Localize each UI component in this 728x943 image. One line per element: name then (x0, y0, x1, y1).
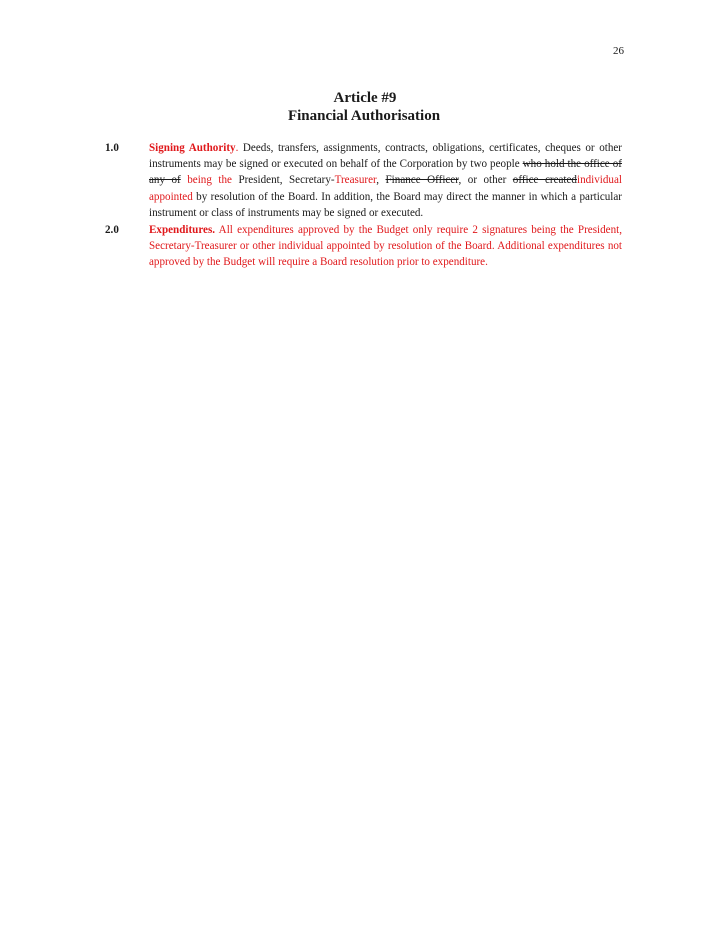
deleted-text: who hold the office of any of (149, 158, 622, 187)
text-run: Deeds, transfers, assignments, contracts, obligations, certificates, cheques or other instruments may be signed or executed on behalf of the Corporation by two people (149, 142, 622, 171)
section-number: 2.0 (105, 224, 119, 236)
text-run: by resolution of the Board. In addition, the Board may direct the manner in which a particular instrument or class of instruments may be signed or executed. (149, 190, 622, 219)
text-run: , or other (458, 174, 513, 187)
section-body (149, 222, 622, 271)
section-signing-authority (105, 140, 622, 221)
deleted-text: office created (512, 174, 577, 187)
article-title: Article #9 (333, 90, 397, 106)
page-number: 26 (613, 45, 624, 57)
section-body (149, 140, 622, 221)
section-heading: Expenditures. (149, 224, 216, 236)
section-number: 1.0 (105, 142, 119, 154)
inserted-text: being the (187, 174, 232, 187)
text-run: , (376, 174, 386, 187)
inserted-text: individual appointed (149, 174, 622, 203)
article-header (0, 89, 728, 125)
article-subtitle: Financial Authorisation (287, 108, 441, 124)
section-heading: Signing Authority (149, 142, 236, 154)
text-run: President, Secretary- (231, 174, 335, 187)
deleted-text: Finance Officer (385, 174, 459, 187)
inserted-text: All expenditures approved by the Budget only require 2 signatures being the President, Secretary-Treasurer or other individual appointed by resolution of the Board. Additional expenditures not approved by the Budget will require a Board resolution prior to expenditure. (149, 224, 622, 269)
text-run: . (235, 142, 243, 154)
section-expenditures (105, 222, 622, 271)
inserted-text: Treasurer (334, 174, 377, 187)
